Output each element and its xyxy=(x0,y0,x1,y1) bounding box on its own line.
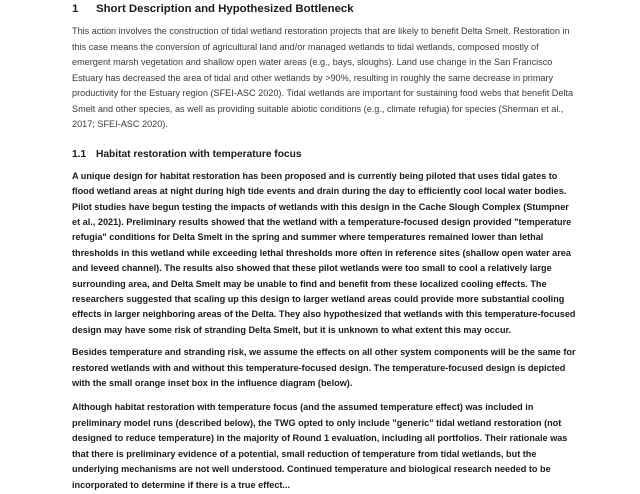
subsection-number: 1.1 xyxy=(72,148,87,160)
document-page xyxy=(72,0,578,494)
section-intro-paragraph: This action involves the construction of tidal wetland restoration projects that are likely to benefit Delta Smelt. Restoration in this case means the conversion of agricultural land and/or managed wetlands to tidal wetlands, composed mostly of emergent marsh vegetation and shallow open water areas (e.g., bays, sloughs). Land use change in the San Francisco Estuary has decreased the area of tidal and other wetlands by >90%, resulting in roughly the same decrease in primary productivity for the Estuary region (SFEI-ASC 2020). Tidal wetlands are important for sustaining food webs that benefit Delta Smelt and other species, as well as providing suitable abiotic conditions (e.g., climate refugia) for species (Sherman et al., 2017; SFEI-ASC 2020). xyxy=(72,26,574,130)
body-paragraph: Although habitat restoration with temperature focus (and the assumed temperature effect) was included in preliminary model runs (described below), the TWG opted to only include "generic" tidal wetland restoration (not designed to reduce temperature) in the majority of Round 1 evaluation, including all portfolios. Their rationale was that there is preliminary evidence of a potential, small reduction of temperature from tidal wetlands, but the underlying mechanisms are not well understood. Continued temperature and biological research needed to be incorporated to determine if there is a true effect... xyxy=(72,402,568,491)
subsection-heading xyxy=(72,148,578,161)
body-paragraph: Besides temperature and stranding risk, we assume the effects on all other system components will be the same for restored wetlands with and without this temperature-focused design. The temperature-focused design is depicted with the small orange inset box in the influence diagram (below). xyxy=(72,347,576,389)
section-number: 1 xyxy=(72,3,79,15)
section-heading xyxy=(72,0,578,16)
section-title: Short Description and Hypothesized Bottleneck xyxy=(96,3,354,15)
subsection-title: Habitat restoration with temperature focus xyxy=(96,148,302,160)
body-paragraph: A unique design for habitat restoration has been proposed and is currently being piloted that uses tidal gates to flood wetland areas at night during high tide events and drain during the day to efficiently cool local water bodies. Pilot studies have begun testing the impacts of wetlands with this design in the Cache Slough Complex (Stumpner et al., 2021). Preliminary results showed that the wetland with a temperature-focused design provided "temperature refugia" conditions for Delta Smelt in the spring and summer where temperatures remained lower than lethal thresholds in this wetland while exceeding lethal thresholds more often in reference sites (shallow open water area and leveed channel). The results also showed that these pilot wetlands were too small to cool a relatively large surrounding area, and Delta Smelt may be unable to find and benefit from these localized cooling effects. The researchers suggested that scaling up this design to larger wetland areas could provide more substantial cooling effects in larger neighboring areas of the Delta. They also hypothesized that wetlands with this temperature-focused design may have some risk of stranding Delta Smelt, but it is unknown to what extent this may occur. xyxy=(72,170,576,335)
